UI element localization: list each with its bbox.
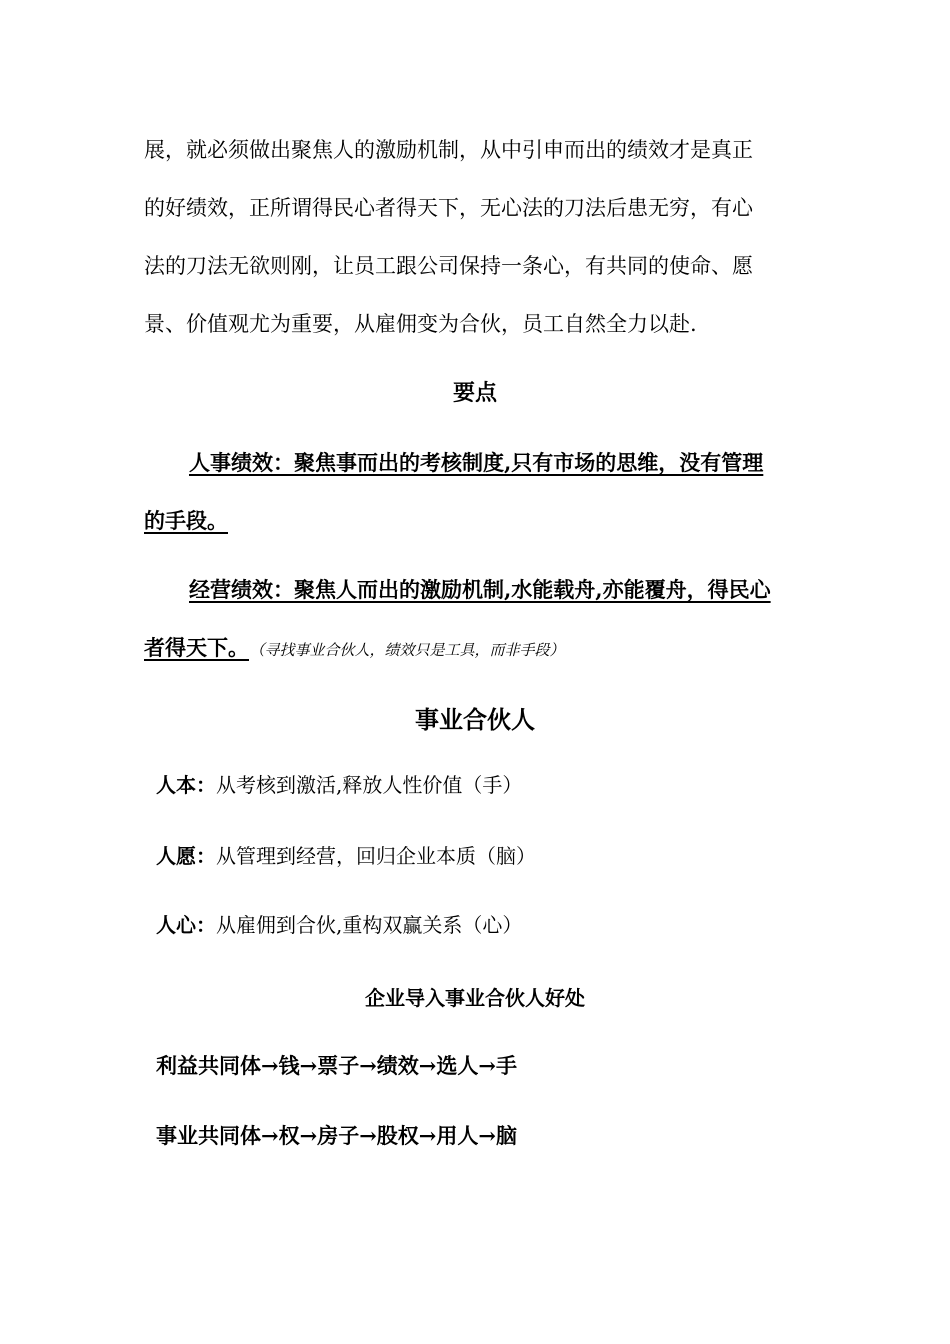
paragraph-line: 展，就必须做出聚焦人的激励机制，从中引申而出的绩效才是真正 [144,138,753,162]
partner-item-key: 人心： [156,913,216,937]
intro-paragraph [144,121,808,353]
paragraph-line: 景、价值观尤为重要，从雇佣变为合伙，员工自然全力以赴. [144,312,697,336]
partner-item-text: 从管理到经营，回归企业本质（脑） [216,844,536,868]
partner-item [156,769,522,798]
key-point-note: （寻找事业合伙人，绩效只是工具，而非手段） [257,641,565,659]
partner-item-text: 从雇佣到合伙,重构双赢关系（心） [216,913,523,937]
partner-item-key: 人愿： [156,844,216,868]
key-point-line: 者得天下。 [144,635,249,660]
key-point-business-performance [144,561,808,679]
key-point-line: 人事绩效：聚焦事而出的考核制度,只有市场的思维，没有管理 [189,450,764,475]
partner-item [156,909,522,938]
partner-item-text: 从考核到激活,释放人性价值（手） [216,773,523,797]
partner-item [156,840,536,869]
key-points-heading: 要点 [452,380,497,406]
business-partner-heading: 事业合伙人 [415,705,535,734]
key-point-line: 的手段。 [144,508,228,533]
benefit-chain-career: 事业共同体→权→房子→股权→用人→脑 [156,1123,517,1148]
benefit-chain-interest: 利益共同体→钱→票子→绩效→选人→手 [156,1053,517,1078]
partner-item-key: 人本： [156,773,216,797]
paragraph-line: 法的刀法无欲则刚，让员工跟公司保持一条心，有共同的使命、愿 [144,254,753,278]
key-point-line: 经营绩效：聚焦人而出的激励机制,水能载舟,亦能覆舟，得民心 [189,577,771,602]
benefits-heading: 企业导入事业合伙人好处 [365,986,585,1010]
paragraph-line: 的好绩效，正所谓得民心者得天下，无心法的刀法后患无穷，有心 [144,196,753,220]
key-point-hr-performance [144,434,808,550]
